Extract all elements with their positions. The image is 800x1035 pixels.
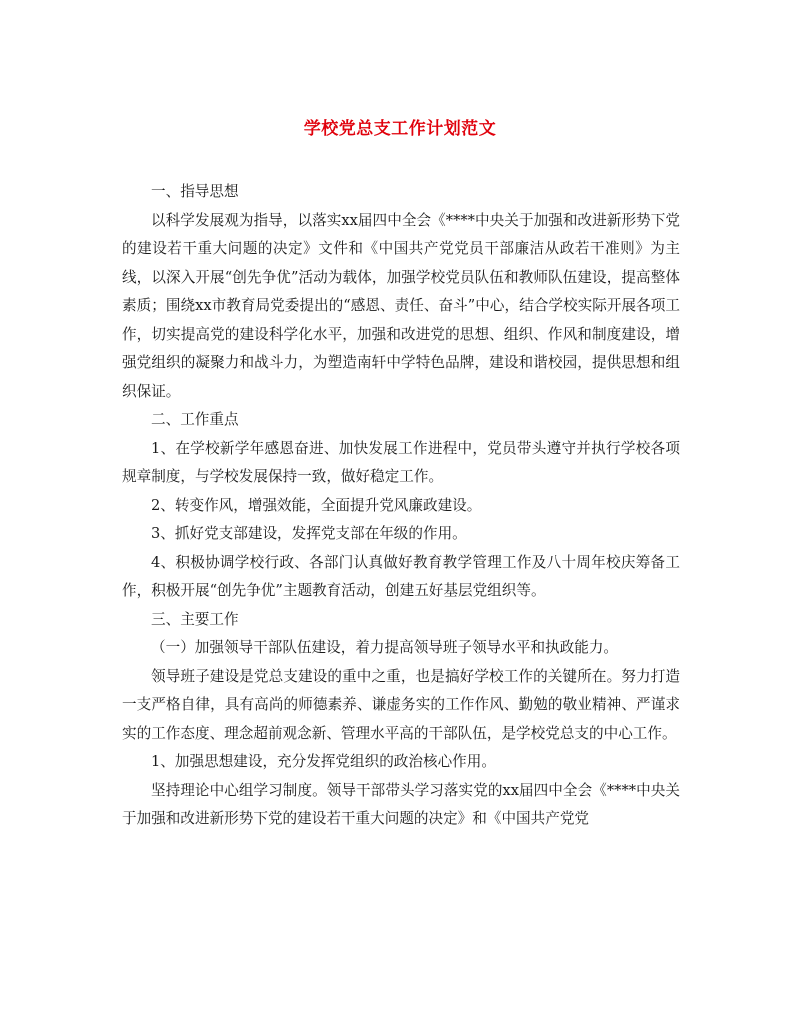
list-item-focus-4: 4、积极协调学校行政、各部门认真做好教育教学管理工作及八十周年校庆筹备工作，积极开展“创先争优”主题教育活动，创建五好基层党组织等。 bbox=[122, 553, 680, 599]
section-heading-work-focus: 二、工作重点 bbox=[151, 411, 239, 428]
list-item-focus-2: 2、转变作风，增强效能，全面提升党风廉政建设。 bbox=[151, 496, 482, 514]
subsection-heading-leadership: （一）加强领导干部队伍建设，着力提高领导班子领导水平和执政能力。 bbox=[151, 639, 619, 656]
list-item-ideology-building: 1、加强思想建设，充分发挥党组织的政治核心作用。 bbox=[151, 753, 496, 770]
paragraph-guiding-ideology: 以科学发展观为指导，以落实xx届四中全会《****中央关于加强和改进新形势下党的建设若干重大问题的决定》文件和《中国共产党党员干部廉洁从政若干准则》为主线，以深入开展“创先争优”活动为载体，加强学校党员队伍和教师队伍建设，提高整体素质；围绕xx市教育局党委提出的“感恩、责任、奋斗”中心，结合学校实际开展各项工作，切实提高党的建设科学化水平，加强和改进党的思想、组织、作风和制度建设，增强党组织的凝聚力和战斗力，为塑造南轩中学特色品牌，建设和谐校园，提供思想和组织保证。 bbox=[122, 211, 680, 400]
section-heading-guiding-ideology: 一、指导思想 bbox=[151, 183, 239, 200]
document-body bbox=[122, 178, 680, 834]
paragraph-theory-study: 坚持理论中心组学习制度。领导干部带头学习落实党的xx届四中全会《****中央关于加强和改进新形势下党的建设若干重大问题的决定》和《中国共产党党 bbox=[122, 781, 680, 827]
list-item-focus-1: 1、在学校新学年感恩奋进、加快发展工作进程中，党员带头遵守并执行学校各项规章制度，与学校发展保持一致，做好稳定工作。 bbox=[122, 439, 680, 485]
list-item-focus-3: 3、抓好党支部建设，发挥党支部在年级的作用。 bbox=[151, 525, 467, 542]
paragraph-leadership: 领导班子建设是党总支建设的重中之重，也是搞好学校工作的关键所在。努力打造一支严格自律，具有高尚的师德素养、谦虚务实的工作作风、勤勉的敬业精神、严谨求实的工作态度、理念超前观念新、管理水平高的干部队伍，是学校党总支的中心工作。 bbox=[122, 667, 680, 742]
section-heading-main-work: 三、主要工作 bbox=[151, 610, 239, 628]
document-title: 学校党总支工作计划范文 bbox=[303, 119, 497, 139]
